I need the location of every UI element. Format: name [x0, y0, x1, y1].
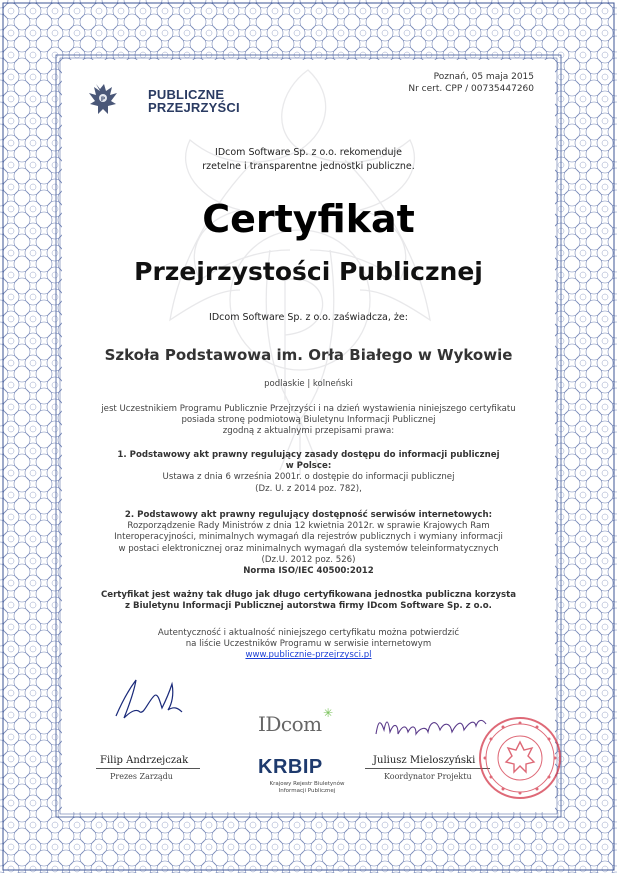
legal-act-section-2: 2. Podstawowy akt prawny regulujący dostępność serwisów internetowych: Rozporządzenie Rady Ministrów z dnia 12 kwietnia 2012r. w sprawie Krajowych Ram Interoperacyjności, minimalnych wymagań dla rejestrów publicznych i wymiany informacji w postaci elektronicznej oraz minimalnych wymagań dla systemów teleinformatycznych (Dz.U. 2012 poz. 526) Norma ISO/IEC 40500:2012	[80, 510, 537, 577]
signer-left-role: Prezes Zarządu	[110, 772, 173, 781]
red-seal-stamp	[476, 714, 564, 802]
signer-right-role: Koordynator Projektu	[384, 772, 472, 781]
declaration-line: IDcom Software Sp. z o.o. zaświadcza, że:	[209, 312, 408, 323]
intro-line-1: IDcom Software Sp. z o.o. rekomenduje	[215, 147, 402, 158]
certificate-subtitle: Przejrzystości Publicznej	[134, 257, 483, 286]
signature-line-right	[365, 768, 490, 769]
signer-right-name: Juliusz Mieloszyński	[373, 755, 476, 766]
signer-left-name: Filip Andrzejczak	[100, 755, 189, 766]
signature-right	[372, 704, 492, 748]
legal-act-section-1: 1. Podstawowy akt prawny regulujący zasady dostępu do informacji publicznej w Polsce: Ustawa z dnia 6 września 2001r. o dostępie do informacji publicznej (Dz. U. z 2014 poz. 782),	[80, 450, 537, 495]
logo-wordmark	[148, 88, 240, 114]
svg-text:P: P	[100, 96, 106, 103]
cert-number: Nr cert. CPP / 00735447260	[408, 84, 534, 94]
intro-line-2: rzetelne i transparentne jednostki publiczne.	[202, 161, 415, 172]
verification-text: Autentyczność i aktualność niniejszego certyfikatu można potwierdzić na liście Uczestników Programu w serwisie internetowym www.publicznie-przejrzysci.pl	[157, 628, 460, 661]
krbip-logo: KRBIP	[258, 756, 323, 778]
program-website-link[interactable]: www.publicznie-przejrzysci.pl	[245, 650, 372, 661]
krbip-subtitle: Krajowy Rejestr Biuletynów Informacji Publicznej	[269, 781, 345, 794]
idcom-star-icon: ✳	[323, 706, 334, 720]
norm-iso: Norma ISO/IEC 40500:2012	[243, 566, 374, 577]
signature-left	[112, 672, 192, 724]
validity-statement: Certyfikat jest ważny tak długo jak długo certyfikowana jednostka publiczna korzysta z Biuletynu Informacji Publicznej autorstwa firmy IDcom Software Sp. z o.o.	[100, 590, 517, 612]
section-2-heading: 2. Podstawowy akt prawny regulujący dostępność serwisów internetowych:	[124, 510, 493, 520]
signature-line-left	[96, 768, 200, 769]
idcom-logo: IDcom	[258, 712, 322, 736]
section-1-heading: 1. Podstawowy akt prawny regulujący zasady dostępu do informacji publicznej	[117, 450, 500, 460]
school-name: Szkoła Podstawowa im. Orła Białego w Wykowie	[104, 346, 513, 364]
eagle-icon	[82, 80, 140, 120]
logo-line-2: PRZEJRZYŚCI	[148, 100, 240, 115]
intro-text	[100, 146, 517, 174]
place-date-block	[408, 71, 534, 95]
school-region: podlaskie | kolneński	[264, 379, 353, 389]
logo-line-1: PUBLICZNE	[148, 87, 225, 102]
place-date: Poznań, 05 maja 2015	[433, 72, 534, 82]
certificate-title: Certyfikat	[202, 197, 415, 241]
participant-statement: jest Uczestnikiem Programu Publicznie Przejrzyści i na dzień wystawienia niniejszego certyfikatu posiada stronę podmiotową Biuletynu Informacji Publicznej zgodną z aktualnymi przepisami prawa:	[101, 404, 516, 437]
